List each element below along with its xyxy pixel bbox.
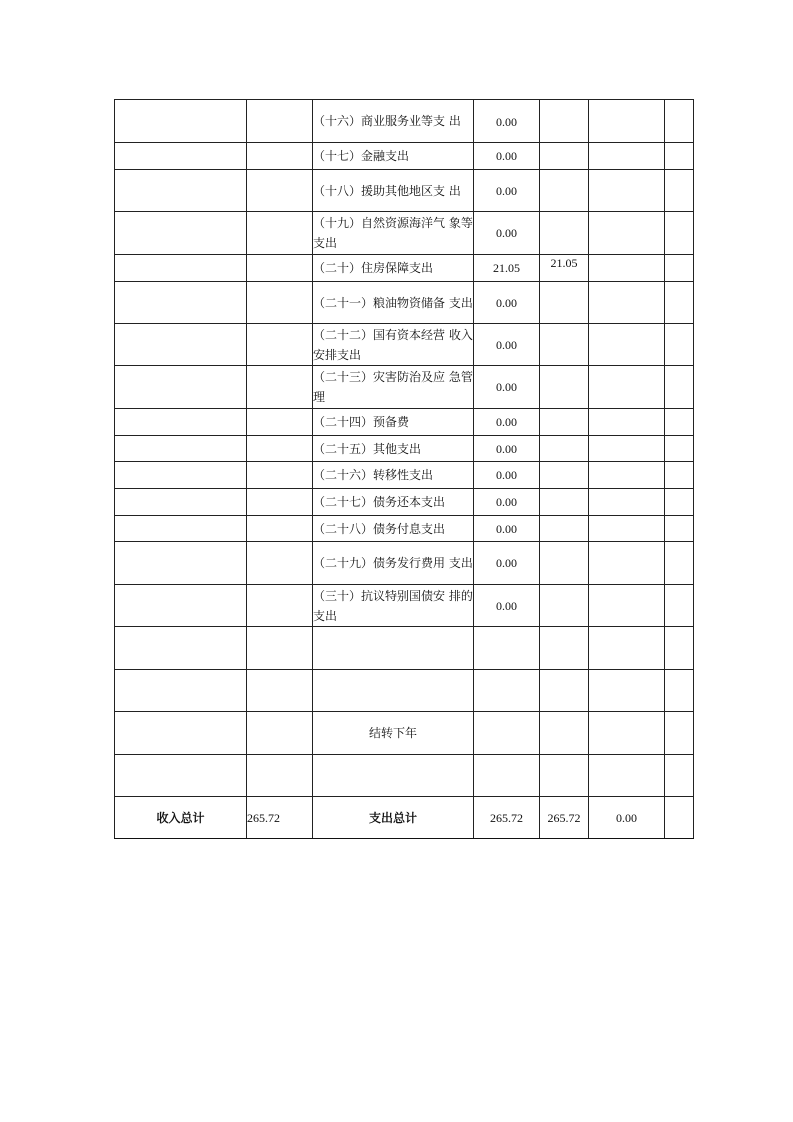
expense-total-col6: 0.00 bbox=[589, 797, 665, 839]
table-row bbox=[115, 627, 694, 670]
expense-item-label: （二十五）其他支出 bbox=[313, 436, 474, 462]
expense-amount: 0.00 bbox=[474, 212, 540, 255]
table-row bbox=[115, 100, 694, 143]
expense-item-label: （二十九）债务发行费用 支出 bbox=[313, 542, 474, 585]
expense-amount: 0.00 bbox=[474, 489, 540, 516]
expense-total-col5: 265.72 bbox=[540, 797, 589, 839]
expense-item-label: （十七）金融支出 bbox=[313, 143, 474, 170]
expense-amount: 0.00 bbox=[474, 585, 540, 627]
expense-total-value: 265.72 bbox=[474, 797, 540, 839]
table-row bbox=[115, 255, 694, 282]
expense-amount: 0.00 bbox=[474, 542, 540, 585]
table-row bbox=[115, 282, 694, 324]
expense-item-label: （十八）援助其他地区支 出 bbox=[313, 170, 474, 212]
expense-item-label: （二十八）债务付息支出 bbox=[313, 516, 474, 542]
sub-amount: 21.05 bbox=[540, 255, 589, 282]
expense-item-label: （十九）自然资源海洋气 象等支出 bbox=[313, 212, 474, 255]
totals-row bbox=[115, 797, 694, 839]
table-row bbox=[115, 366, 694, 409]
expense-amount: 0.00 bbox=[474, 436, 540, 462]
table-row bbox=[115, 212, 694, 255]
carryover-label: 结转下年 bbox=[313, 712, 474, 755]
expense-item-label: （三十）抗议特别国债安 排的支出 bbox=[313, 585, 474, 627]
income-total-value: 265.72 bbox=[247, 797, 313, 839]
expense-amount: 0.00 bbox=[474, 282, 540, 324]
table-row bbox=[115, 670, 694, 712]
expense-amount: 0.00 bbox=[474, 516, 540, 542]
table-row bbox=[115, 409, 694, 436]
table-row bbox=[115, 436, 694, 462]
expense-amount: 0.00 bbox=[474, 324, 540, 366]
expense-item-label: （二十六）转移性支出 bbox=[313, 462, 474, 489]
expense-item-label: （二十一）粮油物资储备 支出 bbox=[313, 282, 474, 324]
table-row bbox=[115, 324, 694, 366]
table-row bbox=[115, 489, 694, 516]
expense-item-label: （二十七）债务还本支出 bbox=[313, 489, 474, 516]
expense-amount: 0.00 bbox=[474, 170, 540, 212]
table-row bbox=[115, 542, 694, 585]
expense-amount: 0.00 bbox=[474, 366, 540, 409]
expense-item-label: （二十三）灾害防治及应 急管理 bbox=[313, 366, 474, 409]
table-row bbox=[115, 755, 694, 797]
table-row bbox=[115, 712, 694, 755]
expense-item-label: （十六）商业服务业等支 出 bbox=[313, 100, 474, 143]
expense-amount: 0.00 bbox=[474, 100, 540, 143]
budget-table bbox=[114, 99, 694, 839]
expense-amount: 0.00 bbox=[474, 409, 540, 436]
table-row bbox=[115, 462, 694, 489]
expense-item-label: （二十）住房保障支出 bbox=[313, 255, 474, 282]
expense-amount: 0.00 bbox=[474, 143, 540, 170]
expense-item-label: （二十四）预备费 bbox=[313, 409, 474, 436]
table-row bbox=[115, 516, 694, 542]
expense-total-label: 支出总计 bbox=[313, 797, 474, 839]
expense-amount: 21.05 bbox=[474, 255, 540, 282]
table-row bbox=[115, 585, 694, 627]
income-total-label: 收入总计 bbox=[115, 797, 247, 839]
table-row bbox=[115, 170, 694, 212]
expense-item-label: （二十二）国有资本经营 收入安排支出 bbox=[313, 324, 474, 366]
table-row bbox=[115, 143, 694, 170]
expense-amount: 0.00 bbox=[474, 462, 540, 489]
